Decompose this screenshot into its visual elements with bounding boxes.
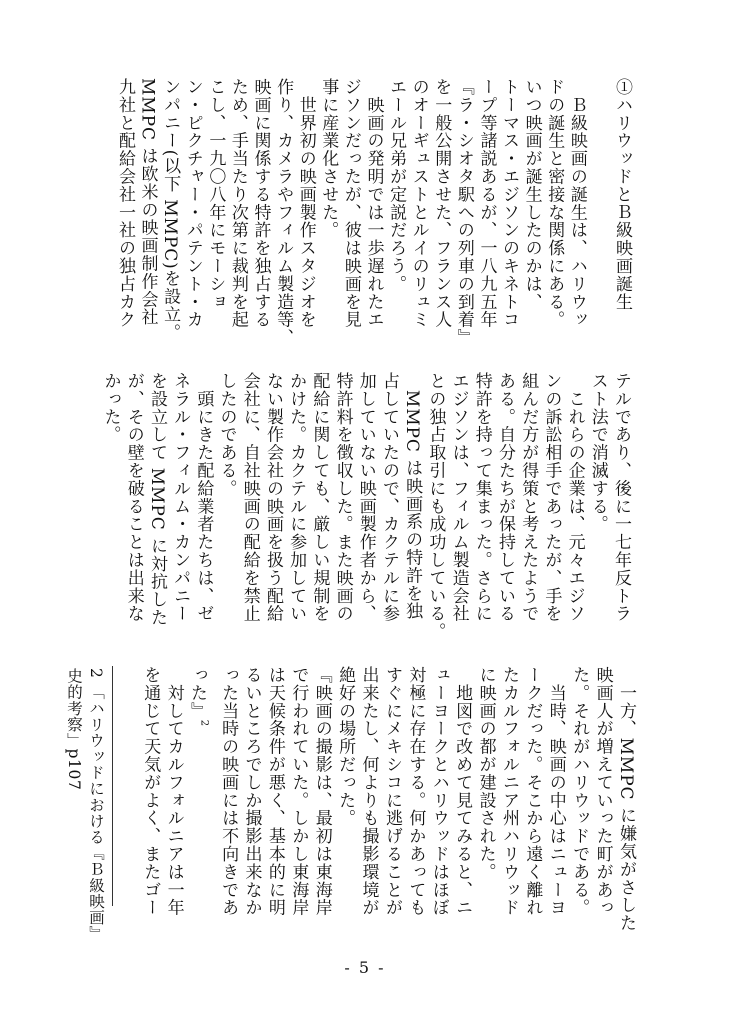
text-line: エール兄弟が定説だろう。	[386, 78, 407, 293]
text-line: 対極に存在する。何かあっても	[405, 666, 426, 917]
text-line: で行われていた。しかし東海岸	[288, 666, 309, 917]
text-line: すぐにメキシコに逃げることが	[381, 666, 402, 917]
text-line: を一般公開させた、フランス人	[431, 78, 452, 329]
text-line: ープ等諸説あるが、一八九五年	[476, 78, 497, 329]
text-line: ジソンだったが、彼は映画を見	[340, 78, 361, 329]
text-line: 当時、映画の中心はニューヨ	[545, 666, 566, 917]
text-line: エジソンは、フィルム製造会社	[448, 372, 469, 623]
text-line: 九社と配給会社一社の独占カク	[114, 78, 135, 329]
text-line: 特許を持って集まった。さらに	[471, 372, 492, 623]
text-line: トーマス・エジソンのキネトコ	[499, 78, 520, 329]
text-line: テルであり、後に一七年反トラ	[611, 372, 631, 623]
footnote-reference[interactable]: 2	[198, 719, 210, 727]
page-number: - 5 -	[344, 958, 386, 977]
text-line: かけた。カクテルに参加してい	[286, 372, 307, 623]
text-line: MMPC は欧米の映画制作会社	[137, 78, 158, 327]
text-line: ークだった。そこから遠く離れ	[522, 666, 543, 917]
top-tier-text	[113, 78, 633, 347]
text-line: ン・ピクチャー・パテント・カ	[182, 78, 203, 329]
text-line: 対してカルフォルニアは一年	[163, 666, 184, 917]
footnote-line: 史的考察」p107	[65, 668, 83, 791]
text-line: Ｂ級映画の誕生は、ハリウッ	[566, 78, 587, 329]
text-line: 映画に関係する特許を独占する	[250, 78, 271, 329]
text-line: ドの誕生と密接な関係にある。	[544, 78, 565, 329]
text-line: が、その壁を破ることは出来な	[123, 372, 144, 623]
footnote-line: 2 「ハリウッドにおける『Ｂ級映画』	[87, 668, 105, 942]
text-line: 映画人が増えていった町があっ	[592, 666, 613, 917]
text-line: こし、一九〇八年にモーショ	[205, 78, 226, 311]
text-line: 『映画の撮影は、最初は東海岸	[311, 666, 332, 917]
text-line: たカルフォルニア州ハリウッド	[498, 666, 519, 917]
text-line: た。それがハリウッドである。	[569, 666, 590, 917]
footnote-divider	[112, 666, 113, 906]
text-line: ため、手当たり次第に裁判を起	[227, 78, 248, 329]
text-line: MMPC は映画系の特許を独	[402, 372, 423, 621]
quote-end-line	[185, 666, 216, 932]
text-line: 頭にきた配給業者たちは、ゼ	[193, 372, 214, 623]
text-line: ある。自分たちが保持している	[494, 372, 515, 623]
text-line: 『ラ・シオタ駅への列車の到着』	[453, 78, 474, 347]
text-fragment: った』	[187, 666, 208, 720]
text-line: ネラル・フィルム・カンパニー	[170, 372, 191, 623]
blank-line	[588, 78, 611, 347]
text-line: ンパニー(以下 MMPC)を設立。	[160, 78, 181, 342]
text-line: を設立して MMPC に対抗した	[146, 372, 167, 627]
text-line: かった。	[100, 372, 121, 444]
text-line: 映画の発明では一歩遅れたエ	[363, 78, 384, 329]
text-line: 会社に、自社映画の配給を禁止	[239, 372, 260, 623]
text-line: 一方、MMPC に嫌気がさした	[616, 666, 636, 933]
text-line: 配給に関しても、厳しい規制を	[309, 372, 330, 623]
text-line: 占していたので、カクテルに参	[378, 372, 399, 623]
text-line: いつ映画が誕生したのかは、	[521, 78, 542, 311]
text-line: 特許料を徴収した。また映画の	[332, 372, 353, 623]
text-line: は天候条件が悪く、基本的に明	[264, 666, 285, 917]
text-line: との独占取引にも成功している。	[425, 372, 446, 641]
footnote	[63, 668, 107, 942]
text-line: ューヨークとハリウッドはほぼ	[428, 666, 449, 917]
text-line: 作り、カメラやフィルム製造等、	[273, 78, 294, 347]
text-line: スト法で消滅する。	[587, 372, 608, 534]
text-line: 地図で改めて見てみると、ニ	[452, 666, 473, 917]
text-line: るいところでしか撮影出来なか	[241, 666, 262, 917]
text-line: したのである。	[216, 372, 237, 498]
text-line: 出来たし、何よりも撮影環境が	[358, 666, 379, 917]
text-line: 絶好の場所だった。	[335, 666, 356, 828]
text-line: った当時の映画には不向きであ	[218, 666, 239, 917]
text-line: 世界初の映画製作スタジオを	[295, 78, 316, 329]
bottom-tier-text	[138, 666, 637, 932]
text-line: 加していない映画製作者から、	[355, 372, 376, 623]
middle-tier-text	[98, 372, 632, 641]
text-line: 事に産業化させた。	[318, 78, 339, 240]
text-line: ない製作会社の映画を扱う配給	[262, 372, 283, 623]
text-line: 組んだ方が得策と考えたようで	[518, 372, 539, 623]
text-line: これらの企業は、元々エジソ	[564, 372, 585, 623]
text-line: のオーギュストとルイのリュミ	[408, 78, 429, 329]
text-line: に映画の都が建設された。	[475, 666, 496, 881]
text-line: を通じて天気がよく、またゴー	[140, 666, 161, 917]
section-heading: ①ハリウッドとＢ級映画誕生	[612, 78, 632, 311]
text-line: ンの訴訟相手であったが、手を	[541, 372, 562, 623]
